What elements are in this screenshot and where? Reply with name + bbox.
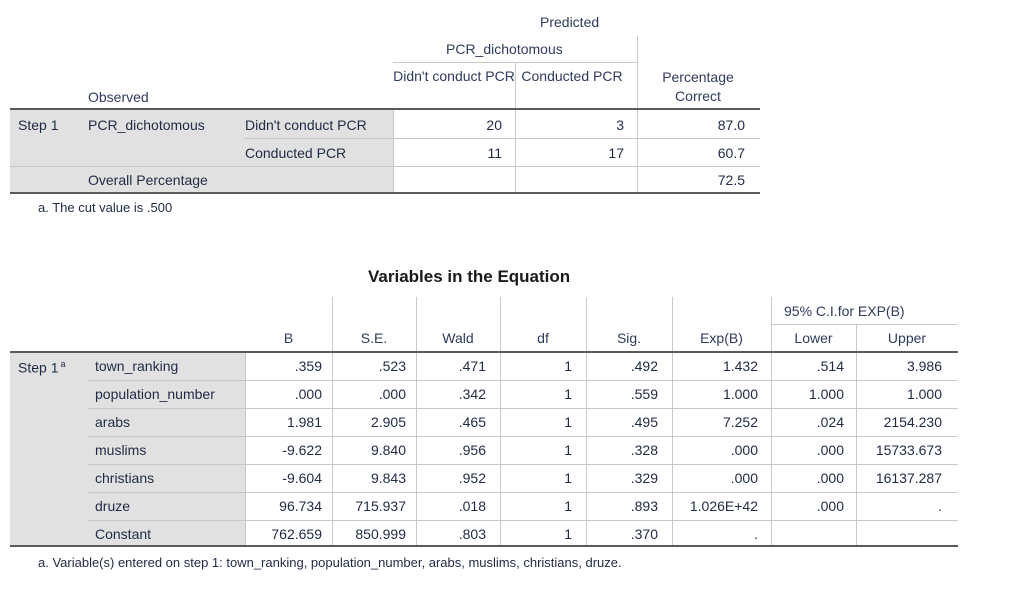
col-upper: Upper <box>887 330 927 346</box>
row-label: Conducted PCR <box>245 145 347 161</box>
cell-value: 3.986 <box>906 358 942 374</box>
step-label: Step 1 $^a$ <box>18 359 66 376</box>
cell-value: 715.937 <box>355 498 406 514</box>
cell-value: 1.000 <box>906 386 942 402</box>
cell-value: . <box>754 526 758 542</box>
cell-value: 1 <box>564 470 572 486</box>
classification-footnote: a. The cut value is .500 <box>38 200 173 215</box>
footnote-marker: a <box>60 359 66 369</box>
ci-header: 95% C.I.for EXP(B) <box>784 303 905 319</box>
row-label: christians <box>95 470 155 486</box>
cell-value: 7.252 <box>722 414 758 430</box>
col-didnt-conduct: Didn't conduct PCR <box>393 68 515 84</box>
cell-value: .359 <box>294 358 322 374</box>
cell-value: 17 <box>608 145 624 161</box>
col-expb: Exp(B) <box>700 330 743 346</box>
predicted-header: Predicted <box>540 14 600 30</box>
cell-value: .893 <box>630 498 658 514</box>
cell-value: 96.734 <box>279 498 322 514</box>
col-conducted: Conducted PCR <box>521 68 623 84</box>
cell-value: -9.622 <box>282 442 322 458</box>
cell-value: 762.659 <box>271 526 322 542</box>
cell-value: 16137.287 <box>875 470 942 486</box>
cell-value: 1 <box>564 526 572 542</box>
row-label: muslims <box>95 442 147 458</box>
cell-value: 11 <box>487 145 502 161</box>
cell-value: 15733.673 <box>875 442 942 458</box>
cell-value: 1 <box>564 358 572 374</box>
cell-value: 2154.230 <box>883 414 942 430</box>
step-label: Step 1 <box>18 117 59 133</box>
cell-value: .018 <box>458 498 486 514</box>
predicted-variable: PCR_dichotomous <box>446 41 563 57</box>
cell-value: 2.905 <box>370 414 406 430</box>
overall-percentage-label: Overall Percentage <box>88 172 208 188</box>
observed-label: Observed <box>88 89 149 105</box>
col-df: df <box>537 330 549 346</box>
cell-value: .000 <box>816 470 844 486</box>
cell-value: .328 <box>630 442 658 458</box>
cell-value: 20 <box>486 117 502 133</box>
cell-value: .000 <box>816 498 844 514</box>
cell-value: .559 <box>630 386 658 402</box>
row-label: Constant <box>95 526 152 542</box>
variables-footnote: a. Variable(s) entered on step 1: town_ranking, population_number, arabs, muslims, christians, druze. <box>38 555 622 570</box>
col-percentage-correct: Percentage Correct <box>662 69 734 104</box>
cell-value: .000 <box>378 386 406 402</box>
cell-value: 1.432 <box>722 358 758 374</box>
cell-value: -9.604 <box>282 470 322 486</box>
cell-value: 1 <box>564 386 572 402</box>
cell-value: .803 <box>458 526 486 542</box>
cell-value: .495 <box>630 414 658 430</box>
observed-variable: PCR_dichotomous <box>88 117 205 133</box>
cell-value: .523 <box>378 358 406 374</box>
row-label: population_number <box>95 386 215 402</box>
cell-value: 1 <box>564 442 572 458</box>
row-label: arabs <box>95 414 131 430</box>
cell-value: 9.840 <box>370 442 406 458</box>
cell-value: .342 <box>458 386 486 402</box>
cell-value: .952 <box>458 470 486 486</box>
cell-value: 87.0 <box>717 117 745 133</box>
cell-value: .024 <box>816 414 844 430</box>
col-sig: Sig. <box>616 330 642 346</box>
cell-value: .471 <box>458 358 486 374</box>
cell-value: .370 <box>630 526 658 542</box>
col-b: B <box>283 330 294 346</box>
overall-percentage-value: 72.5 <box>717 172 745 188</box>
cell-value: 1.000 <box>722 386 758 402</box>
cell-value: .000 <box>294 386 322 402</box>
col-se: S.E. <box>360 330 388 346</box>
cell-value: 850.999 <box>355 526 406 542</box>
col-lower: Lower <box>794 330 833 346</box>
cell-value: .514 <box>816 358 844 374</box>
cell-value: 1.981 <box>286 414 322 430</box>
cell-value: .000 <box>730 470 758 486</box>
cell-value: 1 <box>564 498 572 514</box>
cell-value: .000 <box>730 442 758 458</box>
cell-value: .492 <box>630 358 658 374</box>
cell-value: .956 <box>458 442 486 458</box>
cell-value: 1.000 <box>808 386 844 402</box>
cell-value: 3 <box>616 117 624 133</box>
cell-value: 60.7 <box>717 145 745 161</box>
cell-value: . <box>938 498 942 514</box>
row-label: Didn't conduct PCR <box>245 117 367 133</box>
cell-value: 9.843 <box>370 470 406 486</box>
col-wald: Wald <box>442 330 474 346</box>
cell-value: 1.026E+42 <box>689 498 758 514</box>
table-title: Variables in the Equation <box>368 267 571 286</box>
row-label: town_ranking <box>95 358 179 374</box>
cell-value: .000 <box>816 442 844 458</box>
cell-value: .465 <box>458 414 486 430</box>
cell-value: 1 <box>564 414 572 430</box>
row-label: druze <box>95 498 131 514</box>
cell-value: .329 <box>630 470 658 486</box>
